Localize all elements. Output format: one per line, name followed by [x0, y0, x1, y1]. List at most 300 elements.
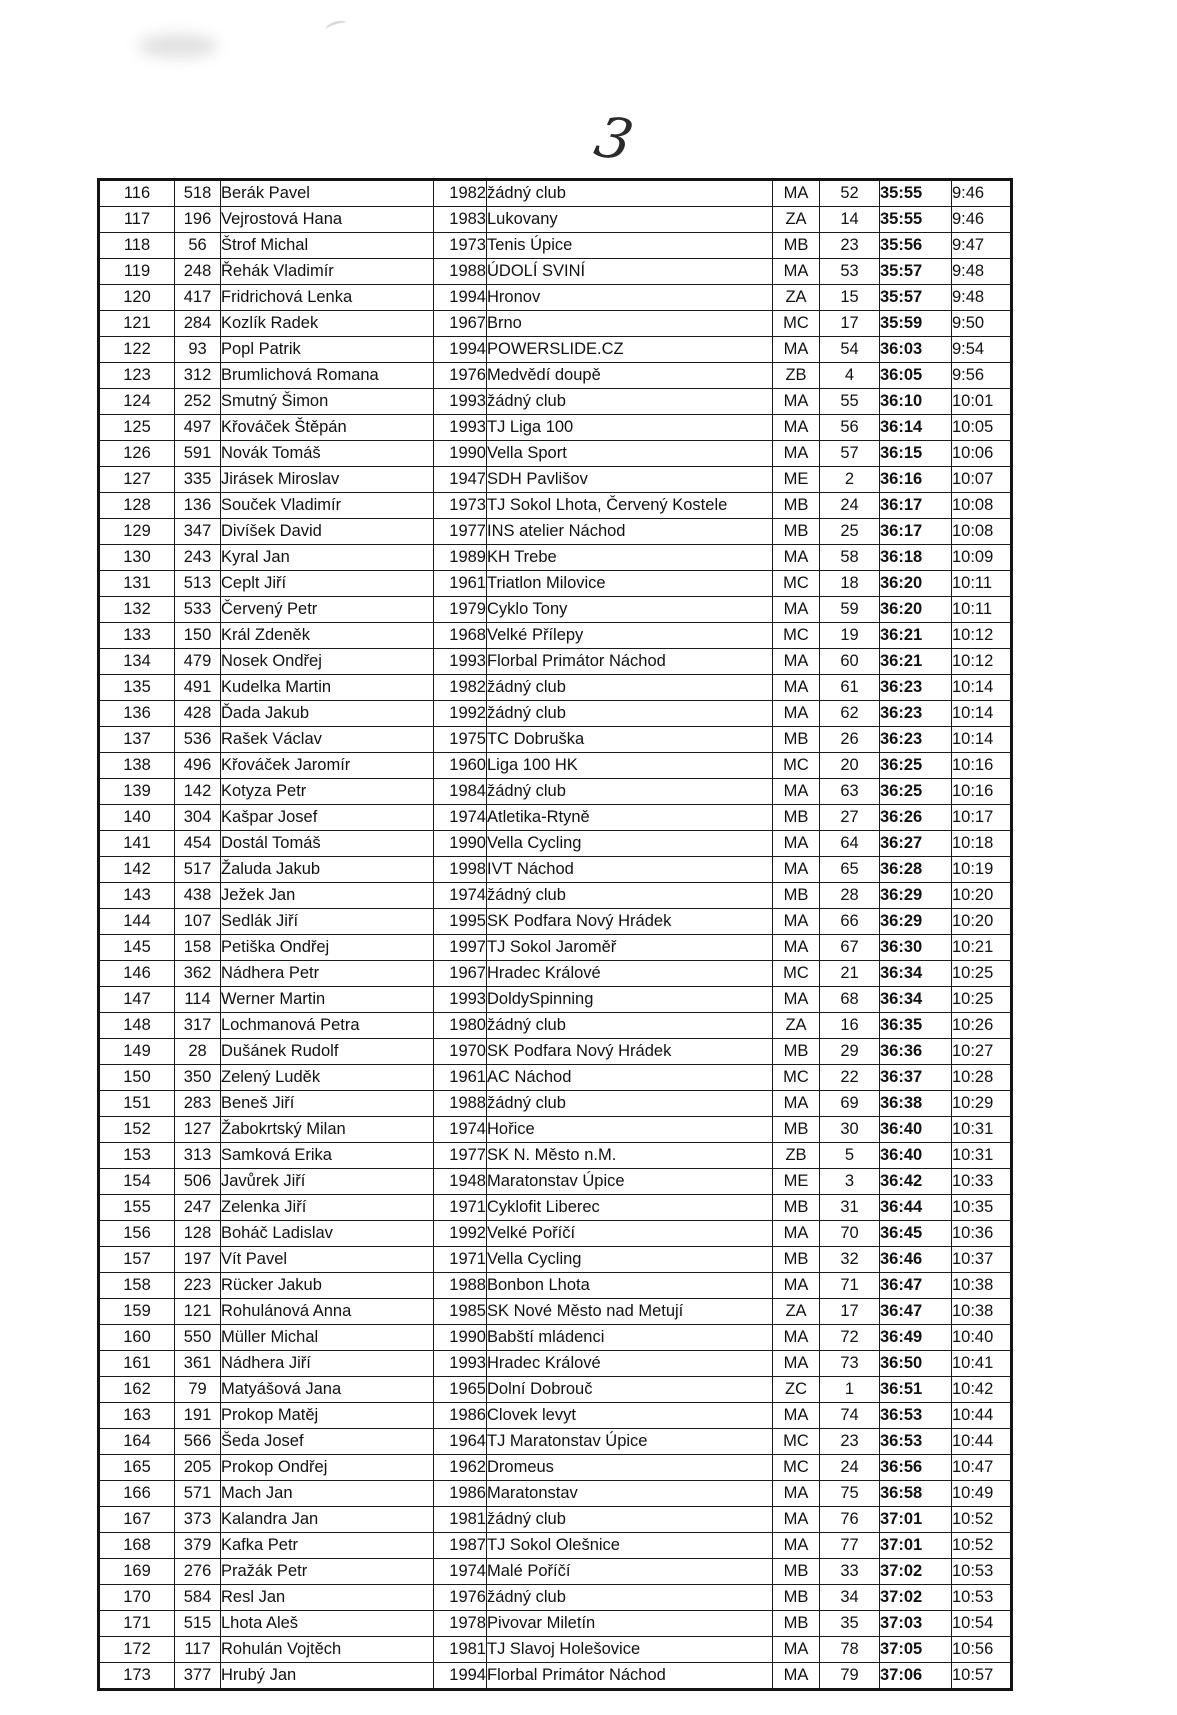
cell-birth-year: 1982 — [434, 180, 487, 207]
cell-pace: 10:33 — [952, 1169, 1012, 1195]
result-row — [99, 233, 1012, 259]
result-row — [99, 1663, 1012, 1690]
cell-overall-position: 145 — [99, 935, 175, 961]
cell-bib-number: 121 — [175, 1299, 221, 1325]
result-row — [99, 1507, 1012, 1533]
cell-category-rank: 77 — [820, 1533, 880, 1559]
cell-time: 36:53 — [880, 1403, 952, 1429]
result-row — [99, 623, 1012, 649]
cell-overall-position: 153 — [99, 1143, 175, 1169]
cell-club: Hořice — [487, 1117, 773, 1143]
cell-name: Divíšek David — [221, 519, 434, 545]
cell-overall-position: 136 — [99, 701, 175, 727]
cell-time: 36:35 — [880, 1013, 952, 1039]
cell-bib-number: 533 — [175, 597, 221, 623]
cell-time: 35:55 — [880, 180, 952, 207]
cell-time: 36:17 — [880, 493, 952, 519]
result-row — [99, 805, 1012, 831]
cell-name: Javůrek Jiří — [221, 1169, 434, 1195]
result-row — [99, 1221, 1012, 1247]
cell-category: MB — [773, 1611, 820, 1637]
cell-category-rank: 17 — [820, 1299, 880, 1325]
cell-bib-number: 313 — [175, 1143, 221, 1169]
cell-overall-position: 143 — [99, 883, 175, 909]
cell-club: Pivovar Miletín — [487, 1611, 773, 1637]
cell-bib-number: 362 — [175, 961, 221, 987]
cell-pace: 9:48 — [952, 285, 1012, 311]
result-row — [99, 961, 1012, 987]
cell-bib-number: 107 — [175, 909, 221, 935]
result-row — [99, 311, 1012, 337]
cell-overall-position: 148 — [99, 1013, 175, 1039]
result-row — [99, 467, 1012, 493]
cell-category: MA — [773, 1533, 820, 1559]
cell-name: Kafka Petr — [221, 1533, 434, 1559]
cell-birth-year: 1994 — [434, 285, 487, 311]
cell-bib-number: 428 — [175, 701, 221, 727]
cell-category: MA — [773, 1325, 820, 1351]
cell-birth-year: 1980 — [434, 1013, 487, 1039]
cell-name: Rohulán Vojtěch — [221, 1637, 434, 1663]
cell-pace: 10:07 — [952, 467, 1012, 493]
cell-birth-year: 1989 — [434, 545, 487, 571]
cell-category-rank: 72 — [820, 1325, 880, 1351]
cell-category: MB — [773, 1585, 820, 1611]
cell-bib-number: 142 — [175, 779, 221, 805]
cell-pace: 9:46 — [952, 207, 1012, 233]
cell-category: MA — [773, 1507, 820, 1533]
cell-name: Samková Erika — [221, 1143, 434, 1169]
cell-pace: 9:50 — [952, 311, 1012, 337]
cell-club: žádný club — [487, 701, 773, 727]
cell-bib-number: 497 — [175, 415, 221, 441]
cell-name: Zelenka Jiří — [221, 1195, 434, 1221]
cell-pace: 9:46 — [952, 180, 1012, 207]
cell-club: TJ Sokol Olešnice — [487, 1533, 773, 1559]
cell-category: MC — [773, 1429, 820, 1455]
cell-time: 36:36 — [880, 1039, 952, 1065]
cell-birth-year: 1948 — [434, 1169, 487, 1195]
cell-category-rank: 35 — [820, 1611, 880, 1637]
cell-pace: 9:48 — [952, 259, 1012, 285]
cell-birth-year: 1974 — [434, 883, 487, 909]
cell-time: 37:01 — [880, 1507, 952, 1533]
cell-birth-year: 1992 — [434, 701, 487, 727]
cell-overall-position: 125 — [99, 415, 175, 441]
result-row — [99, 1013, 1012, 1039]
cell-time: 36:30 — [880, 935, 952, 961]
result-row — [99, 1117, 1012, 1143]
cell-club: AC Náchod — [487, 1065, 773, 1091]
cell-category: MC — [773, 961, 820, 987]
cell-name: Sedlák Jiří — [221, 909, 434, 935]
result-row — [99, 727, 1012, 753]
result-row — [99, 1377, 1012, 1403]
cell-birth-year: 1992 — [434, 1221, 487, 1247]
cell-overall-position: 150 — [99, 1065, 175, 1091]
cell-category-rank: 25 — [820, 519, 880, 545]
cell-club: Liga 100 HK — [487, 753, 773, 779]
cell-category-rank: 76 — [820, 1507, 880, 1533]
cell-bib-number: 191 — [175, 1403, 221, 1429]
cell-overall-position: 127 — [99, 467, 175, 493]
cell-club: žádný club — [487, 180, 773, 207]
result-row — [99, 597, 1012, 623]
cell-bib-number: 377 — [175, 1663, 221, 1690]
cell-club: žádný club — [487, 1585, 773, 1611]
cell-birth-year: 1985 — [434, 1299, 487, 1325]
cell-category: ZB — [773, 1143, 820, 1169]
cell-time: 36:26 — [880, 805, 952, 831]
result-row — [99, 1533, 1012, 1559]
cell-pace: 10:52 — [952, 1533, 1012, 1559]
cell-time: 36:16 — [880, 467, 952, 493]
cell-time: 36:44 — [880, 1195, 952, 1221]
cell-category-rank: 1 — [820, 1377, 880, 1403]
cell-pace: 10:49 — [952, 1481, 1012, 1507]
cell-category: MA — [773, 675, 820, 701]
cell-category-rank: 73 — [820, 1351, 880, 1377]
cell-club: ÚDOLÍ SVINÍ — [487, 259, 773, 285]
cell-category-rank: 69 — [820, 1091, 880, 1117]
cell-club: Vella Sport — [487, 441, 773, 467]
cell-overall-position: 128 — [99, 493, 175, 519]
cell-name: Berák Pavel — [221, 180, 434, 207]
cell-category: MA — [773, 987, 820, 1013]
cell-bib-number: 571 — [175, 1481, 221, 1507]
cell-pace: 10:11 — [952, 571, 1012, 597]
cell-bib-number: 335 — [175, 467, 221, 493]
cell-category-rank: 17 — [820, 311, 880, 337]
cell-overall-position: 134 — [99, 649, 175, 675]
cell-bib-number: 28 — [175, 1039, 221, 1065]
cell-category-rank: 71 — [820, 1273, 880, 1299]
cell-category: MA — [773, 337, 820, 363]
cell-name: Kozlík Radek — [221, 311, 434, 337]
cell-bib-number: 247 — [175, 1195, 221, 1221]
cell-pace: 10:14 — [952, 675, 1012, 701]
cell-pace: 10:12 — [952, 623, 1012, 649]
cell-bib-number: 312 — [175, 363, 221, 389]
cell-bib-number: 205 — [175, 1455, 221, 1481]
cell-club: Hradec Králové — [487, 1351, 773, 1377]
cell-pace: 10:31 — [952, 1143, 1012, 1169]
cell-club: Atletika-Rtyně — [487, 805, 773, 831]
cell-club: Triatlon Milovice — [487, 571, 773, 597]
result-row — [99, 831, 1012, 857]
cell-club: Dromeus — [487, 1455, 773, 1481]
cell-birth-year: 1976 — [434, 363, 487, 389]
result-row — [99, 1611, 1012, 1637]
cell-time: 36:27 — [880, 831, 952, 857]
cell-birth-year: 1993 — [434, 987, 487, 1013]
cell-club: žádný club — [487, 389, 773, 415]
cell-name: Řehák Vladimír — [221, 259, 434, 285]
cell-club: INS atelier Náchod — [487, 519, 773, 545]
cell-birth-year: 1965 — [434, 1377, 487, 1403]
cell-birth-year: 1987 — [434, 1533, 487, 1559]
cell-bib-number: 515 — [175, 1611, 221, 1637]
cell-overall-position: 168 — [99, 1533, 175, 1559]
cell-club: žádný club — [487, 1013, 773, 1039]
cell-time: 36:05 — [880, 363, 952, 389]
cell-pace: 10:40 — [952, 1325, 1012, 1351]
cell-club: Velké Přílepy — [487, 623, 773, 649]
cell-overall-position: 151 — [99, 1091, 175, 1117]
cell-birth-year: 1981 — [434, 1507, 487, 1533]
cell-pace: 9:54 — [952, 337, 1012, 363]
result-row — [99, 1325, 1012, 1351]
cell-club: SK N. Město n.M. — [487, 1143, 773, 1169]
cell-time: 36:58 — [880, 1481, 952, 1507]
cell-category-rank: 5 — [820, 1143, 880, 1169]
cell-club: Florbal Primátor Náchod — [487, 649, 773, 675]
cell-name: Müller Michal — [221, 1325, 434, 1351]
cell-time: 36:46 — [880, 1247, 952, 1273]
cell-bib-number: 347 — [175, 519, 221, 545]
cell-birth-year: 1988 — [434, 1273, 487, 1299]
cell-pace: 10:17 — [952, 805, 1012, 831]
result-row — [99, 571, 1012, 597]
cell-name: Resl Jan — [221, 1585, 434, 1611]
cell-overall-position: 163 — [99, 1403, 175, 1429]
cell-birth-year: 1971 — [434, 1195, 487, 1221]
cell-category-rank: 58 — [820, 545, 880, 571]
cell-bib-number: 223 — [175, 1273, 221, 1299]
cell-time: 36:29 — [880, 883, 952, 909]
cell-time: 36:37 — [880, 1065, 952, 1091]
cell-club: žádný club — [487, 779, 773, 805]
cell-bib-number: 197 — [175, 1247, 221, 1273]
cell-category: MA — [773, 779, 820, 805]
cell-pace: 10:18 — [952, 831, 1012, 857]
cell-overall-position: 122 — [99, 337, 175, 363]
cell-category-rank: 55 — [820, 389, 880, 415]
cell-overall-position: 157 — [99, 1247, 175, 1273]
cell-pace: 10:57 — [952, 1663, 1012, 1690]
cell-time: 36:38 — [880, 1091, 952, 1117]
cell-time: 37:06 — [880, 1663, 952, 1690]
result-row — [99, 259, 1012, 285]
cell-birth-year: 1977 — [434, 1143, 487, 1169]
cell-birth-year: 1984 — [434, 779, 487, 805]
cell-birth-year: 1976 — [434, 1585, 487, 1611]
cell-pace: 10:27 — [952, 1039, 1012, 1065]
cell-bib-number: 454 — [175, 831, 221, 857]
cell-club: Dolní Dobrouč — [487, 1377, 773, 1403]
cell-name: Popl Patrik — [221, 337, 434, 363]
cell-time: 36:47 — [880, 1273, 952, 1299]
cell-category-rank: 20 — [820, 753, 880, 779]
cell-pace: 10:11 — [952, 597, 1012, 623]
cell-club: Medvědí doupě — [487, 363, 773, 389]
cell-bib-number: 361 — [175, 1351, 221, 1377]
cell-overall-position: 162 — [99, 1377, 175, 1403]
cell-time: 36:18 — [880, 545, 952, 571]
cell-name: Prokop Ondřej — [221, 1455, 434, 1481]
cell-name: Novák Tomáš — [221, 441, 434, 467]
cell-overall-position: 118 — [99, 233, 175, 259]
cell-pace: 10:14 — [952, 727, 1012, 753]
result-row — [99, 1559, 1012, 1585]
cell-name: Boháč Ladislav — [221, 1221, 434, 1247]
cell-birth-year: 1993 — [434, 1351, 487, 1377]
cell-category-rank: 60 — [820, 649, 880, 675]
result-row — [99, 779, 1012, 805]
result-row — [99, 987, 1012, 1013]
cell-bib-number: 158 — [175, 935, 221, 961]
cell-club: DoldySpinning — [487, 987, 773, 1013]
cell-bib-number: 127 — [175, 1117, 221, 1143]
cell-club: Florbal Primátor Náchod — [487, 1663, 773, 1690]
cell-overall-position: 146 — [99, 961, 175, 987]
cell-club: TJ Sokol Jaroměř — [487, 935, 773, 961]
cell-overall-position: 124 — [99, 389, 175, 415]
cell-overall-position: 141 — [99, 831, 175, 857]
cell-pace: 9:56 — [952, 363, 1012, 389]
cell-name: Král Zdeněk — [221, 623, 434, 649]
cell-category-rank: 53 — [820, 259, 880, 285]
cell-category-rank: 33 — [820, 1559, 880, 1585]
cell-category-rank: 23 — [820, 233, 880, 259]
cell-category-rank: 52 — [820, 180, 880, 207]
cell-birth-year: 1997 — [434, 935, 487, 961]
cell-category-rank: 14 — [820, 207, 880, 233]
cell-bib-number: 248 — [175, 259, 221, 285]
cell-club: Malé Poříčí — [487, 1559, 773, 1585]
cell-birth-year: 1983 — [434, 207, 487, 233]
cell-overall-position: 119 — [99, 259, 175, 285]
cell-birth-year: 1994 — [434, 1663, 487, 1690]
cell-birth-year: 1982 — [434, 675, 487, 701]
cell-club: KH Trebe — [487, 545, 773, 571]
result-row — [99, 1247, 1012, 1273]
cell-category-rank: 74 — [820, 1403, 880, 1429]
cell-time: 36:28 — [880, 857, 952, 883]
result-row — [99, 207, 1012, 233]
cell-name: Kyral Jan — [221, 545, 434, 571]
cell-time: 35:56 — [880, 233, 952, 259]
cell-time: 36:15 — [880, 441, 952, 467]
cell-pace: 10:52 — [952, 1507, 1012, 1533]
cell-birth-year: 1979 — [434, 597, 487, 623]
cell-club: Cyklo Tony — [487, 597, 773, 623]
result-row — [99, 493, 1012, 519]
cell-birth-year: 1974 — [434, 1559, 487, 1585]
cell-category: MB — [773, 727, 820, 753]
cell-category-rank: 66 — [820, 909, 880, 935]
cell-overall-position: 165 — [99, 1455, 175, 1481]
result-row — [99, 285, 1012, 311]
result-row — [99, 1403, 1012, 1429]
cell-club: žádný club — [487, 675, 773, 701]
cell-club: Bonbon Lhota — [487, 1273, 773, 1299]
cell-time: 36:03 — [880, 337, 952, 363]
cell-bib-number: 128 — [175, 1221, 221, 1247]
cell-time: 37:02 — [880, 1559, 952, 1585]
cell-bib-number: 150 — [175, 623, 221, 649]
cell-time: 36:49 — [880, 1325, 952, 1351]
cell-category-rank: 61 — [820, 675, 880, 701]
cell-category: MC — [773, 1455, 820, 1481]
cell-overall-position: 117 — [99, 207, 175, 233]
cell-name: Prokop Matěj — [221, 1403, 434, 1429]
result-row — [99, 857, 1012, 883]
cell-category-rank: 62 — [820, 701, 880, 727]
cell-bib-number: 566 — [175, 1429, 221, 1455]
cell-name: Mach Jan — [221, 1481, 434, 1507]
cell-overall-position: 126 — [99, 441, 175, 467]
result-row — [99, 1169, 1012, 1195]
cell-bib-number: 591 — [175, 441, 221, 467]
cell-category-rank: 27 — [820, 805, 880, 831]
cell-category: ZA — [773, 1013, 820, 1039]
cell-overall-position: 170 — [99, 1585, 175, 1611]
cell-overall-position: 121 — [99, 311, 175, 337]
cell-pace: 10:26 — [952, 1013, 1012, 1039]
result-row — [99, 337, 1012, 363]
cell-category: MA — [773, 935, 820, 961]
cell-category-rank: 32 — [820, 1247, 880, 1273]
cell-club: TJ Slavoj Holešovice — [487, 1637, 773, 1663]
cell-pace: 10:06 — [952, 441, 1012, 467]
cell-birth-year: 1967 — [434, 311, 487, 337]
cell-overall-position: 129 — [99, 519, 175, 545]
results-table-body — [99, 180, 1012, 1690]
cell-category-rank: 34 — [820, 1585, 880, 1611]
cell-name: Lochmanová Petra — [221, 1013, 434, 1039]
cell-birth-year: 1977 — [434, 519, 487, 545]
cell-category-rank: 56 — [820, 415, 880, 441]
cell-name: Beneš Jiří — [221, 1091, 434, 1117]
cell-overall-position: 161 — [99, 1351, 175, 1377]
cell-bib-number: 513 — [175, 571, 221, 597]
cell-pace: 10:41 — [952, 1351, 1012, 1377]
cell-category: MB — [773, 1195, 820, 1221]
cell-name: Fridrichová Lenka — [221, 285, 434, 311]
cell-name: Smutný Šimon — [221, 389, 434, 415]
cell-birth-year: 1974 — [434, 1117, 487, 1143]
cell-category: MB — [773, 805, 820, 831]
cell-bib-number: 491 — [175, 675, 221, 701]
cell-category: MB — [773, 233, 820, 259]
cell-pace: 10:05 — [952, 415, 1012, 441]
cell-overall-position: 142 — [99, 857, 175, 883]
cell-category: MA — [773, 1091, 820, 1117]
cell-bib-number: 79 — [175, 1377, 221, 1403]
cell-birth-year: 1993 — [434, 415, 487, 441]
cell-bib-number: 479 — [175, 649, 221, 675]
cell-overall-position: 158 — [99, 1273, 175, 1299]
cell-bib-number: 114 — [175, 987, 221, 1013]
cell-name: Křováček Jaromír — [221, 753, 434, 779]
cell-category: MA — [773, 1221, 820, 1247]
cell-name: Dostál Tomáš — [221, 831, 434, 857]
cell-overall-position: 155 — [99, 1195, 175, 1221]
cell-birth-year: 1971 — [434, 1247, 487, 1273]
cell-pace: 10:16 — [952, 779, 1012, 805]
cell-time: 36:25 — [880, 753, 952, 779]
cell-category: MC — [773, 623, 820, 649]
cell-club: Babští mládenci — [487, 1325, 773, 1351]
result-row — [99, 441, 1012, 467]
cell-birth-year: 1973 — [434, 233, 487, 259]
cell-category-rank: 65 — [820, 857, 880, 883]
cell-category: MA — [773, 1481, 820, 1507]
cell-category: MC — [773, 311, 820, 337]
cell-overall-position: 147 — [99, 987, 175, 1013]
cell-category: ZA — [773, 207, 820, 233]
